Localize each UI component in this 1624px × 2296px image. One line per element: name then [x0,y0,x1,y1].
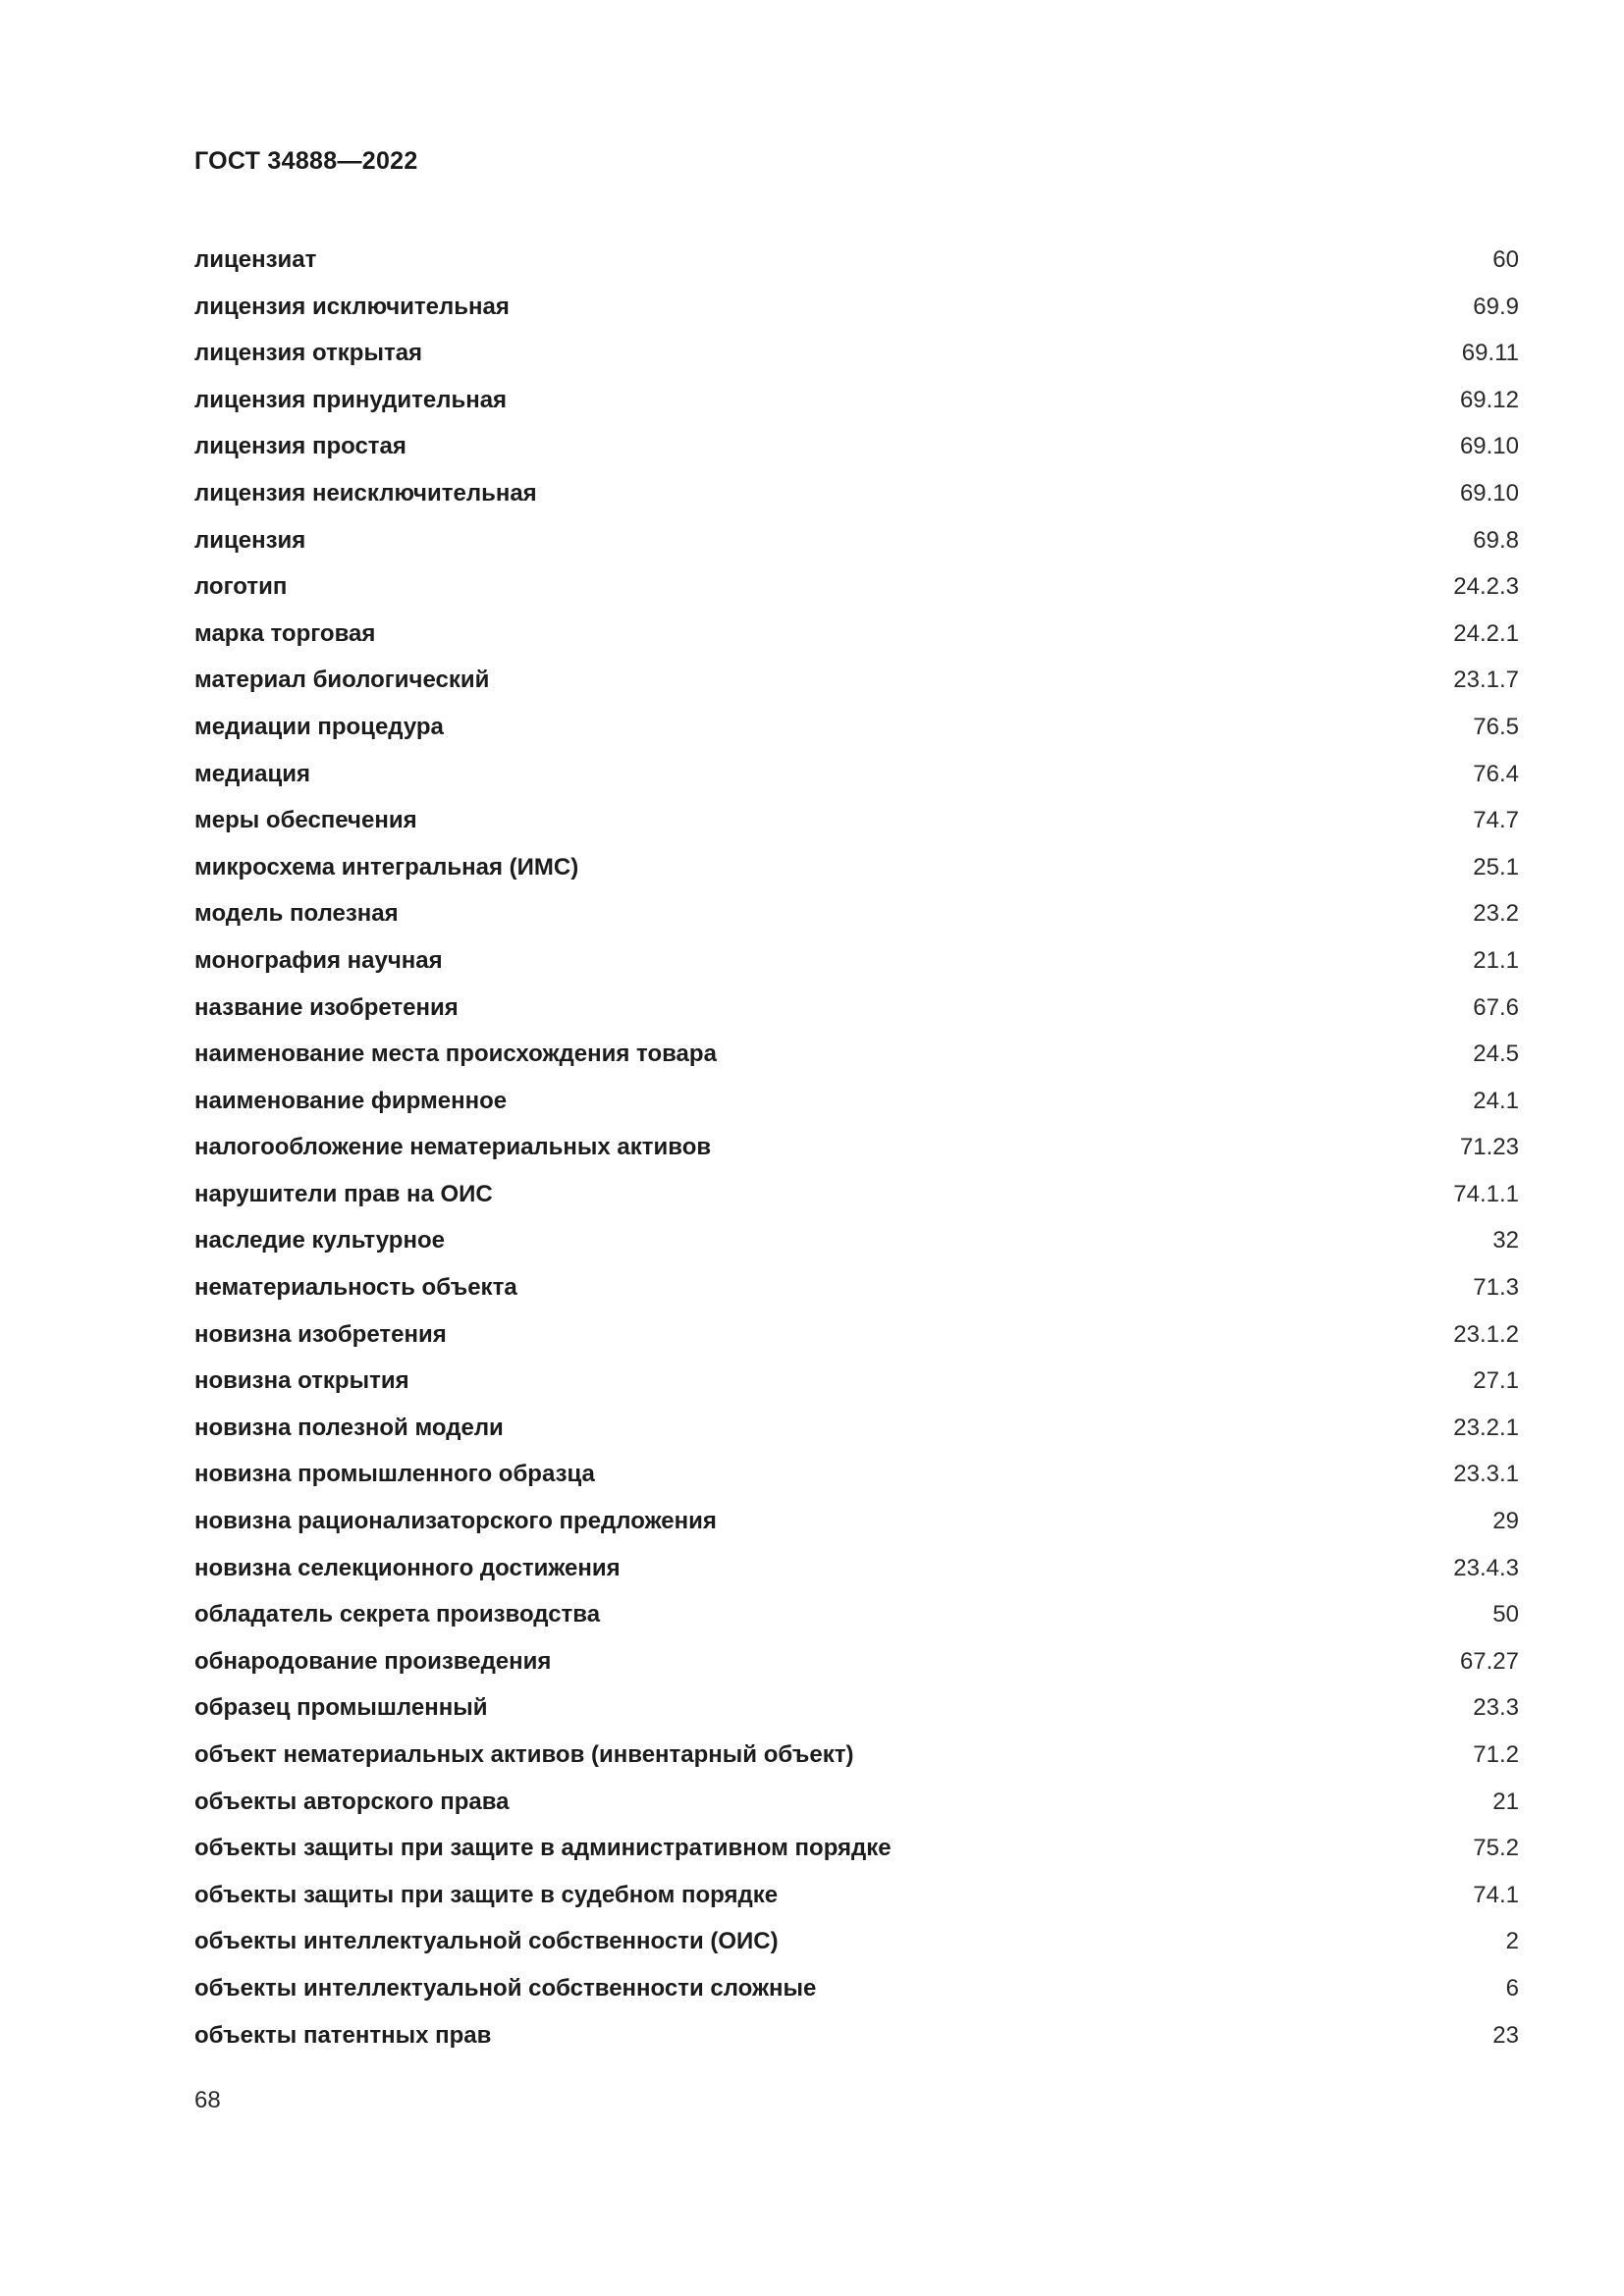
index-reference-number: 69.11 [1461,340,1519,367]
index-term: логотип [194,573,288,601]
index-entry [194,611,1519,658]
index-entry [194,1638,1519,1685]
index-reference-number: 75.2 [1473,1835,1519,1862]
index-term: лицензия неисключительная [194,479,537,507]
index-term: лицензия простая [194,433,406,460]
page-number: 68 [194,2087,221,2113]
index-term: наименование места происхождения товара [194,1041,717,1068]
index-reference-number: 76.4 [1473,760,1519,787]
index-entry [194,1779,1519,1826]
index-reference-number: 32 [1492,1227,1519,1255]
index-term: образец промышленный [194,1694,488,1722]
index-reference-number: 71.2 [1473,1741,1519,1768]
index-reference-number: 67.27 [1459,1647,1519,1675]
index-entry [194,423,1519,470]
index-entry [194,1264,1519,1311]
index-reference-number: 69.9 [1473,293,1519,320]
index-term: медиации процедура [194,713,444,740]
index-term: наследие культурное [194,1227,445,1255]
index-entry [194,1545,1519,1592]
index-reference-number: 23.1.2 [1453,1320,1519,1348]
index-reference-number: 67.6 [1473,993,1519,1021]
index-term: обладатель секрета производства [194,1601,601,1629]
index-reference-number: 69.8 [1473,526,1519,554]
index-entry [194,985,1519,1032]
index-reference-number: 2 [1505,1928,1519,1955]
alphabetical-index [194,237,1519,2058]
index-entry [194,657,1519,704]
index-reference-number: 74.7 [1473,807,1519,834]
index-term: объекты патентных прав [194,2021,492,2049]
index-reference-number: 24.5 [1473,1041,1519,1068]
index-reference-number: 23.1.7 [1453,667,1519,694]
index-reference-number: 69.12 [1459,386,1519,413]
index-entry [194,1311,1519,1359]
index-term: объекты авторского права [194,1788,510,1815]
index-entry [194,330,1519,377]
index-reference-number: 29 [1492,1508,1519,1535]
index-reference-number: 24.2.1 [1453,619,1519,647]
index-reference-number: 50 [1492,1601,1519,1629]
index-term: объекты интеллектуальной собственности (ОИС) [194,1928,779,1955]
index-reference-number: 23.4.3 [1453,1554,1519,1581]
index-term: лицензиат [194,246,317,273]
index-entry [194,1078,1519,1125]
index-term: новизна полезной модели [194,1414,504,1441]
index-term: марка торговая [194,619,376,647]
index-entry [194,284,1519,331]
index-reference-number: 6 [1505,1974,1519,2002]
index-term: нарушители прав на ОИС [194,1180,493,1207]
index-term: наименование фирменное [194,1087,508,1114]
index-entry [194,1498,1519,1545]
index-term: меры обеспечения [194,807,417,834]
index-entry [194,1451,1519,1498]
index-reference-number: 23.3 [1473,1694,1519,1722]
index-entry [194,470,1519,517]
index-term: новизна изобретения [194,1320,447,1348]
index-entry [194,1591,1519,1638]
index-entry [194,237,1519,284]
index-term: налогообложение нематериальных активов [194,1134,712,1161]
index-term: новизна открытия [194,1367,409,1395]
index-reference-number: 71.3 [1473,1274,1519,1302]
index-entry [194,1684,1519,1732]
index-term: новизна рационализаторского предложения [194,1508,717,1535]
index-entry [194,1965,1519,2012]
index-reference-number: 74.1 [1473,1881,1519,1908]
index-entry [194,1171,1519,1218]
index-entry [194,377,1519,424]
index-entry [194,1031,1519,1078]
index-term: модель полезная [194,900,399,928]
index-term: обнародование произведения [194,1647,552,1675]
index-entry [194,890,1519,937]
index-reference-number: 23 [1492,2021,1519,2049]
index-term: микросхема интегральная (ИМС) [194,853,579,881]
index-reference-number: 60 [1492,246,1519,273]
index-reference-number: 23.2.1 [1453,1414,1519,1441]
index-reference-number: 24.1 [1473,1087,1519,1114]
index-reference-number: 25.1 [1473,853,1519,881]
index-term: новизна промышленного образца [194,1461,595,1488]
index-term: объекты интеллектуальной собственности сложные [194,1974,817,2002]
index-term: новизна селекционного достижения [194,1554,621,1581]
index-entry [194,1732,1519,1779]
index-term: лицензия исключительная [194,293,510,320]
index-reference-number: 69.10 [1459,433,1519,460]
index-term: лицензия открытая [194,340,423,367]
index-term: лицензия принудительная [194,386,508,413]
index-entry [194,563,1519,611]
index-term: объект нематериальных активов (инвентарный объект) [194,1741,854,1768]
index-reference-number: 71.23 [1459,1134,1519,1161]
index-term: монография научная [194,946,443,974]
index-term: лицензия [194,526,306,554]
index-entry [194,1825,1519,1872]
index-reference-number: 21.1 [1473,946,1519,974]
index-reference-number: 23.3.1 [1453,1461,1519,1488]
index-term: нематериальность объекта [194,1274,517,1302]
index-reference-number: 69.10 [1459,479,1519,507]
index-entry [194,1872,1519,1919]
index-entry [194,2012,1519,2059]
index-reference-number: 24.2.3 [1453,573,1519,601]
index-reference-number: 74.1.1 [1453,1180,1519,1207]
index-term: материал биологический [194,667,490,694]
index-reference-number: 21 [1492,1788,1519,1815]
index-reference-number: 27.1 [1473,1367,1519,1395]
index-entry [194,1124,1519,1171]
index-entry [194,1918,1519,1965]
index-entry [194,517,1519,564]
index-entry [194,844,1519,891]
index-term: объекты защиты при защите в судебном порядке [194,1881,779,1908]
index-entry [194,1217,1519,1264]
index-reference-number: 23.2 [1473,900,1519,928]
index-term: объекты защиты при защите в административном порядке [194,1835,892,1862]
index-term: медиация [194,760,310,787]
index-entry [194,937,1519,985]
index-entry [194,797,1519,844]
index-term: название изобретения [194,993,459,1021]
index-entry [194,1405,1519,1452]
index-entry [194,704,1519,751]
index-entry [194,1358,1519,1405]
document-header-code: ГОСТ 34888—2022 [194,147,418,175]
index-reference-number: 76.5 [1473,713,1519,740]
index-entry [194,751,1519,798]
